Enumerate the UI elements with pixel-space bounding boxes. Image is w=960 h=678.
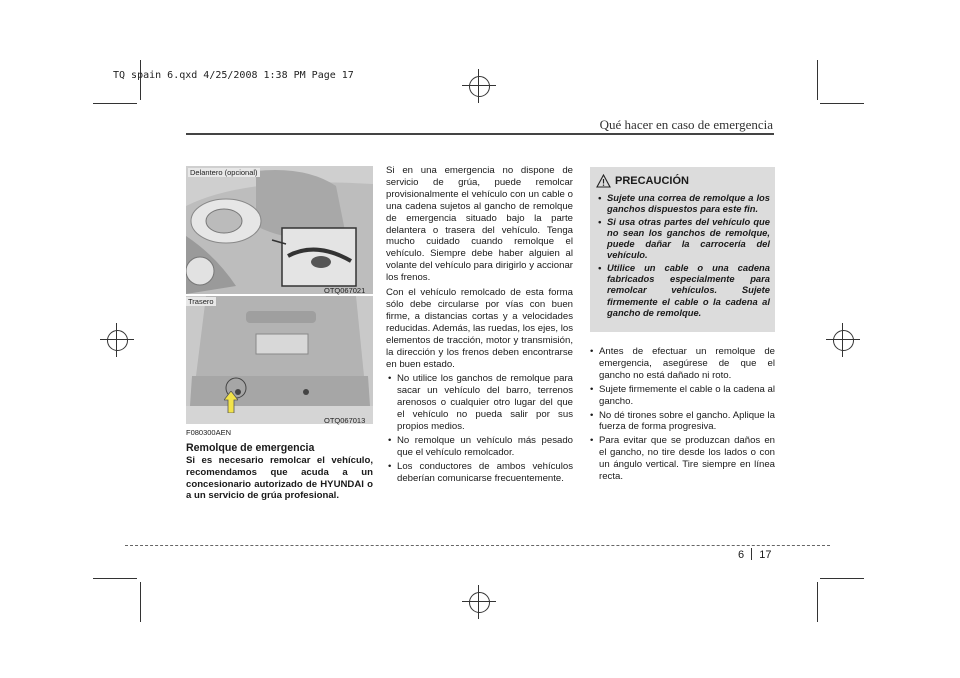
registration-mark-bottom: [462, 585, 496, 619]
rear-figure-code: OTQ067013: [324, 416, 366, 425]
bullet-list: [386, 373, 573, 484]
trim-mark: [820, 578, 864, 579]
caution-item: • Sujete una correa de remolque a los ganchos dispuestos para este fin.: [596, 192, 770, 215]
paragraph: Con el vehículo remolcado de esta forma sólo debe circularse por vías con buen firme, a distancias cortas y a velocidades reducidas. Además, las ruedas, los ejes, los elementos de tracción, motor y transmisión, la dirección y los frenos deben encontrarse en buen estado.: [386, 287, 573, 370]
registration-mark-left: [100, 323, 134, 357]
list-item: • Para evitar que se produzcan daños en el gancho, no tire desde los lados o con un ángulo vertical. Tire siempre en línea recta.: [588, 435, 775, 483]
page-number-divider: [751, 548, 752, 560]
rear-figure-caption: Trasero: [188, 297, 214, 306]
registration-mark-top: [462, 69, 496, 103]
trim-mark: [93, 578, 137, 579]
rear-vehicle-figure: [186, 296, 373, 424]
list-item: • Antes de efectuar un remolque de emergencia, asegúrese de que el gancho no está dañado ni roto.: [588, 346, 775, 382]
bullet-list: [588, 346, 775, 483]
trim-mark: [93, 103, 137, 104]
caution-item: • Si usa otras partes del vehículo que no sean los ganchos de remolque, puede dañar la carrocería del vehículo.: [596, 216, 770, 261]
paragraph: Si en una emergencia no dispone de servicio de grúa, puede remolcar provisionalmente el vehículo con un cable o una cadena sujetos al gancho de remolque de emergencia situado bajo la parte delantera o trasera del vehículo. Tenga mucho cuidado cuando remolque el vehículo. Siempre debe haber alguien al volante del vehículo para dirigirlo y accionar los frenos.: [386, 165, 573, 284]
section-code: F080300AEN: [186, 428, 232, 437]
hook-location-arrow-icon: [224, 391, 238, 413]
front-car-illustration: [186, 166, 373, 294]
page-in-chapter: 17: [759, 549, 772, 561]
front-vehicle-figure: [186, 166, 373, 294]
middle-text-column: [386, 165, 573, 487]
caution-item: • Utilice un cable o una cadena fabricados especialmente para remolcar vehículos. Sujete firmemente el cable o la cadena al gancho de remolque.: [596, 262, 770, 318]
front-figure-code: OTQ067021: [324, 286, 366, 295]
trim-mark: [820, 103, 864, 104]
footer-dashed-rule: [125, 545, 830, 546]
intro-bold-paragraph: Si es necesario remolcar el vehículo, recomendamos que acuda a un concesionario autorizado de HYUNDAI o a un servicio de grúa profesional.: [186, 455, 373, 502]
trim-mark: [817, 60, 818, 100]
print-slug: TQ spain 6.qxd 4/25/2008 1:38 PM Page 17: [113, 70, 354, 81]
trim-mark: [817, 582, 818, 622]
trim-mark: [140, 582, 141, 622]
warning-triangle-icon: [596, 174, 611, 188]
page-number: [738, 548, 772, 561]
list-item: • No remolque un vehículo más pesado que el vehículo remolcador.: [386, 435, 573, 459]
list-item: • No utilice los ganchos de remolque para sacar un vehículo del barro, terrenos arenosos o cualquier otro lugar del que el vehículo no pueda salir por sus propios medios.: [386, 373, 573, 433]
list-item: • Los conductores de ambos vehículos deberían comunicarse frecuentemente.: [386, 461, 573, 485]
caution-list: [596, 192, 770, 319]
header-rule: [186, 133, 774, 135]
list-item: • No dé tirones sobre el gancho. Aplique la fuerza de forma progresiva.: [588, 410, 775, 434]
registration-mark-right: [826, 323, 860, 357]
left-text-column: [186, 428, 373, 502]
section-heading: Remolque de emergencia: [186, 442, 315, 454]
chapter-number: 6: [738, 549, 745, 561]
section-title: Qué hacer en caso de emergencia: [599, 117, 773, 132]
caution-box: [590, 167, 775, 332]
rear-car-illustration: [186, 296, 373, 424]
caution-title: PRECAUCIÓN: [615, 175, 689, 187]
right-text-column: [588, 346, 775, 485]
list-item: • Sujete firmemente el cable o la cadena al gancho.: [588, 384, 775, 408]
front-figure-caption: Delantero (opcional): [190, 168, 258, 177]
